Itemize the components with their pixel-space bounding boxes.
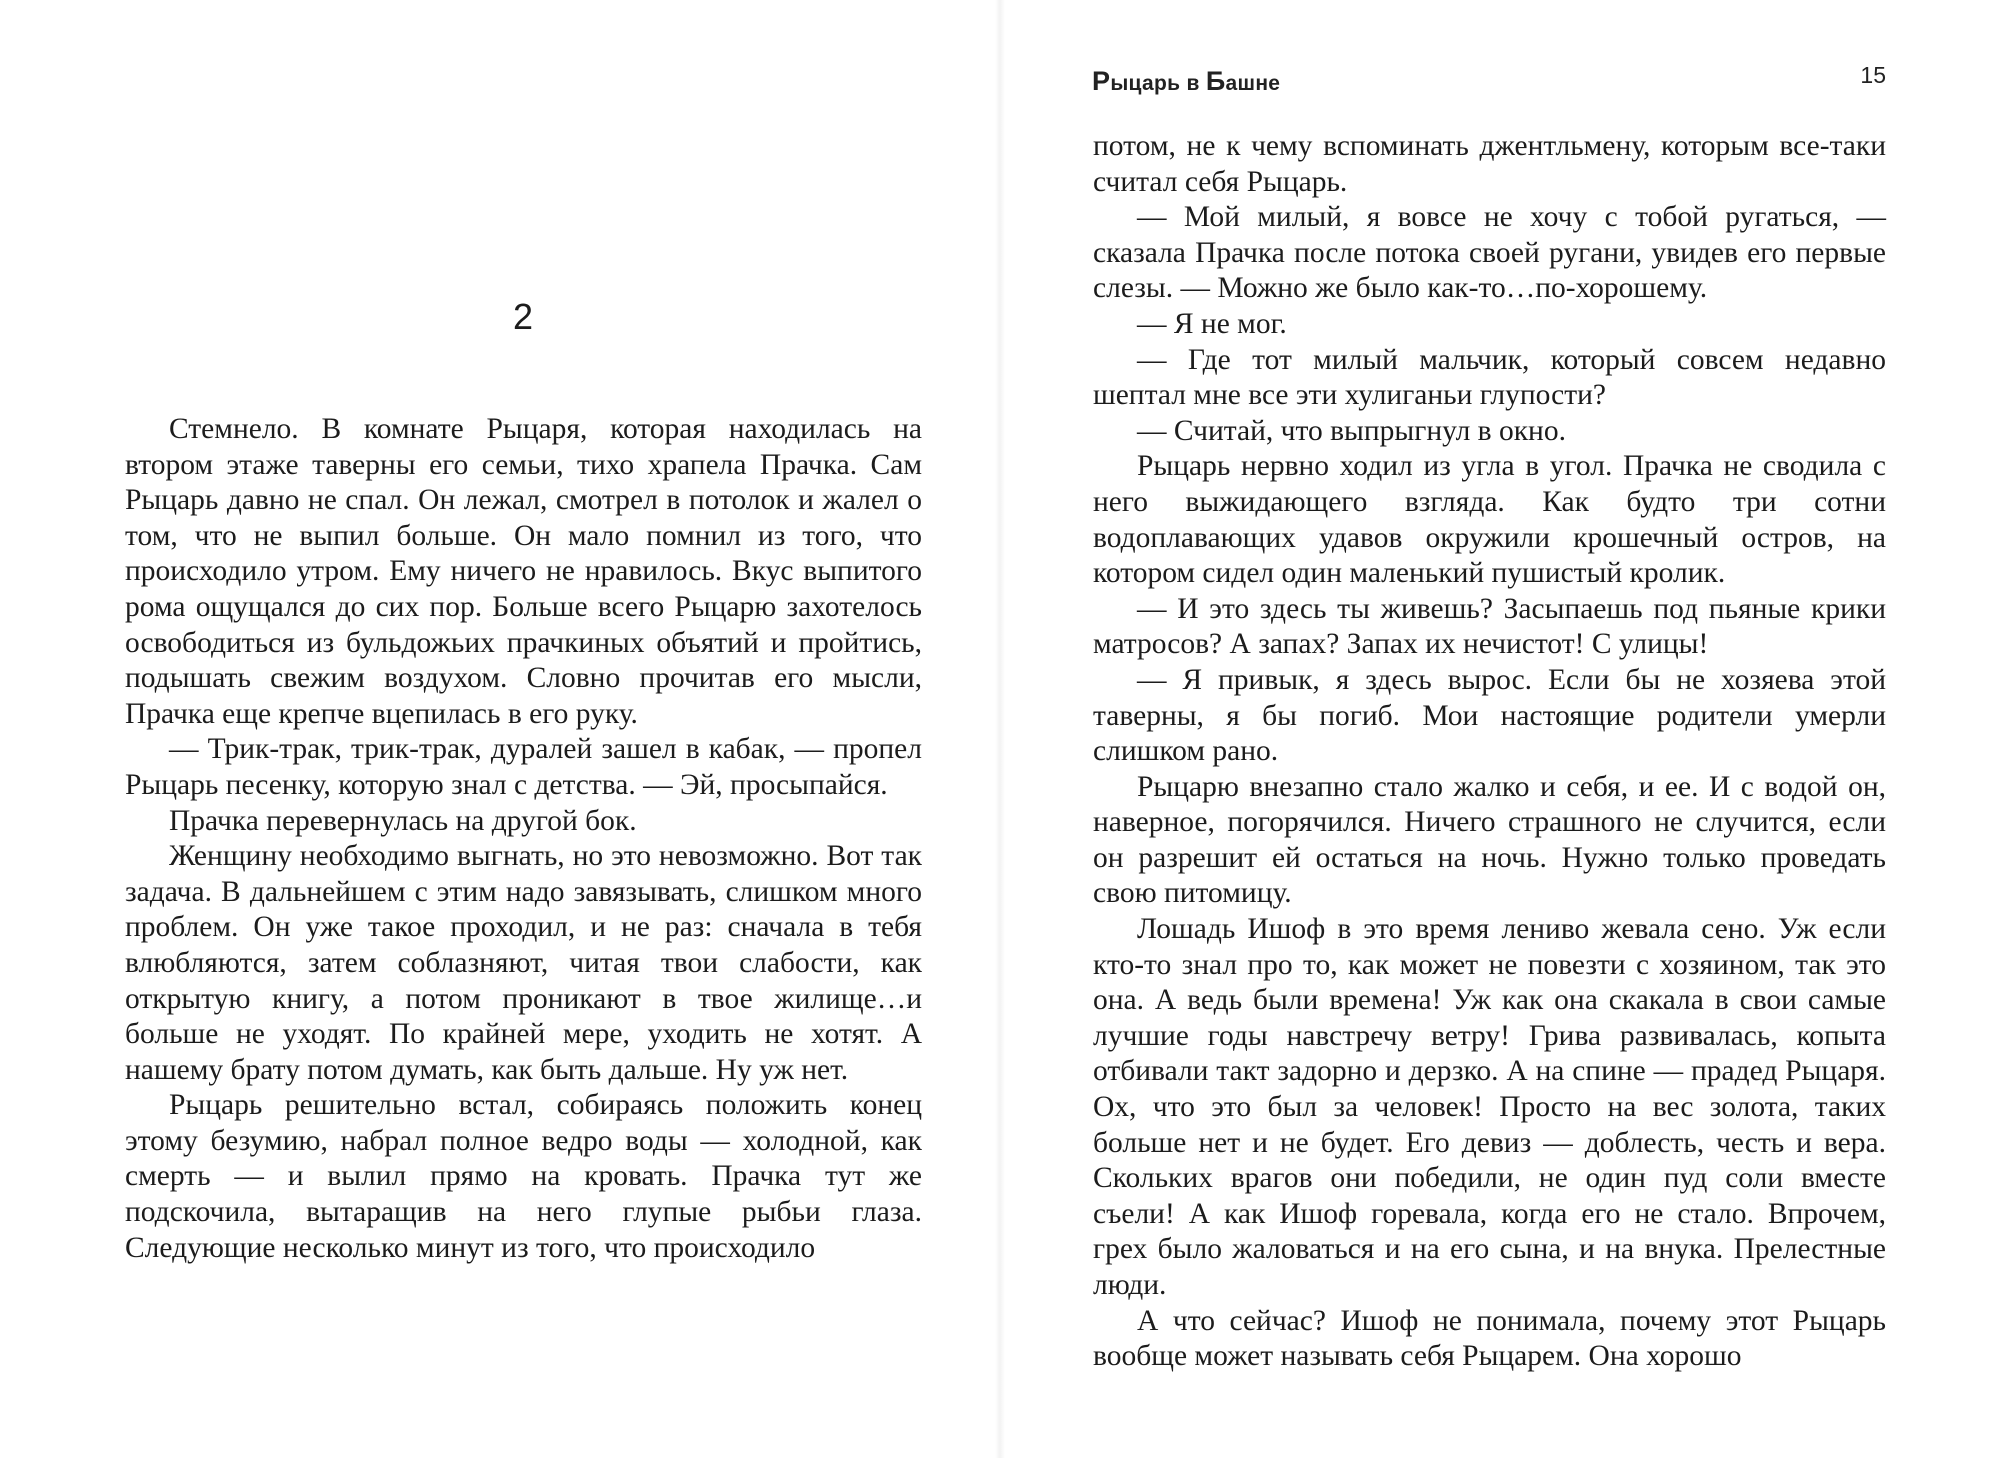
right-page-text: [1093, 129, 1886, 1375]
running-head-cap: Р: [1092, 66, 1111, 96]
paragraph: Рыцарю внезапно стало жалко и себя, и ее. И с водой он, наверное, погорячился. Ничего страшного не случится, если он разрешит ей остаться на ночь. Нужно только проведать свою питомицу.: [1093, 770, 1886, 910]
paragraph: Женщину необходимо выгнать, но это невозможно. Вот так задача. В дальнейшем с этим надо завязывать, слишком много проблем. Он уже такое проходил, и не раз: сначала в тебя влюбляются, затем соблазняют, читая твои слабости, как открытую книгу, а потом проникают в твое жилище…и больше не уходят. По крайней мере, уходить не хотят. А нашему брату потом думать, как быть дальше. Ну уж нет.: [125, 840, 922, 1086]
paragraph: — Мой милый, я вовсе не хочу с тобой ругаться, — сказала Прачка после потока своей ругани, увидев его первые слезы. — Можно же было как-то…по-хорошему.: [1093, 201, 1886, 305]
running-head-text: ыцарь в: [1110, 72, 1206, 95]
paragraph: — Я привык, я здесь вырос. Если бы не хозяева этой таверны, я бы погиб. Мои настоящие родители умерли слишком рано.: [1093, 663, 1886, 768]
paragraph: Прачка перевернулась на другой бок.: [169, 804, 637, 837]
paragraph: Рыцарь нервно ходил из угла в угол. Прачка не сводила с него выжидающего взгляда. Как будто три сотни водоплавающих удавов окружили крошечный остров, на котором сидел один маленький пушистый кролик.: [1093, 450, 1886, 590]
running-head-cap: Б: [1205, 66, 1226, 96]
running-head-text: ашне: [1225, 72, 1281, 95]
paragraph: А что сейчас? Ишоф не понимала, почему этот Рыцарь вообще может называть себя Рыцарем. Она хорошо: [1093, 1304, 1886, 1373]
paragraph: — И это здесь ты живешь? Засыпаешь под пьяные крики матросов? А запах? Запах их нечистот! С улицы!: [1093, 592, 1886, 661]
running-head: [1092, 66, 1280, 97]
paragraph: Стемнело. В комнате Рыцаря, которая находилась на втором этаже таверны его семьи, тихо храпела Прачка. Сам Рыцарь давно не спал. Он лежал, смотрел в потолок и жалел о том, что не выпил больше. Он мало помнил из того, что происходило утром. Ему ничего не нравилось. Вкус выпитого рома ощущался до сих пор. Больше всего Рыцарю захотелось освободиться из бульдожьих прачкиных объятий и пройтись, подышать свежим воздухом. Словно прочитав его мысли, Прачка еще крепче вцепилась в его руку.: [125, 413, 922, 730]
continuation-paragraph: потом, не к чему вспоминать джентльмену, которым все-таки считал себя Рыцарь.: [1093, 130, 1886, 198]
paragraph: — Трик-трак, трик-трак, дуралей зашел в кабак, — пропел Рыцарь песенку, которую знал с детства. — Эй, просыпайся.: [125, 733, 922, 801]
chapter-number: 2: [512, 296, 534, 337]
paragraph: Рыцарь решительно встал, собираясь положить конец этому безумию, набрал полное ведро воды — холодной, как смерть — и вылил прямо на кровать. Прачка тут же подскочила, вытаращив на него глупые рыбьи глаза. Следующие несколько минут из того, что происходило: [125, 1089, 922, 1264]
paragraph: — Я не мог.: [1137, 307, 1287, 340]
right-page: [1000, 0, 2000, 1458]
paragraph: Лошадь Ишоф в это время лениво жевала сено. Уж если кто-то знал про то, как может не повезти с хозяином, так это она. А ведь были времена! Уж как она скакала в свои самые лучшие годы навстречу ветру! Грива развивалась, копыта отбивали такт задорно и дерзко. А на спине — прадед Рыцаря. Ох, что это был за человек! Просто на вес золота, таких больше нет и не будет. Его девиз — доблесть, честь и вера. Скольких врагов они победили, не один пуд соли вместе съели! А как Ишоф горевала, когда его не стало. Впрочем, грех было жаловаться и на его сына, и на внука. Прелестные люди.: [1093, 913, 1886, 1301]
page-number: 15: [1860, 62, 1886, 88]
left-page-text: [125, 412, 922, 1266]
paragraph: — Где тот милый мальчик, который совсем недавно шептал мне все эти хулиганьи глупости?: [1093, 343, 1886, 412]
paragraph: — Считай, что выпрыгнул в окно.: [1137, 414, 1566, 447]
